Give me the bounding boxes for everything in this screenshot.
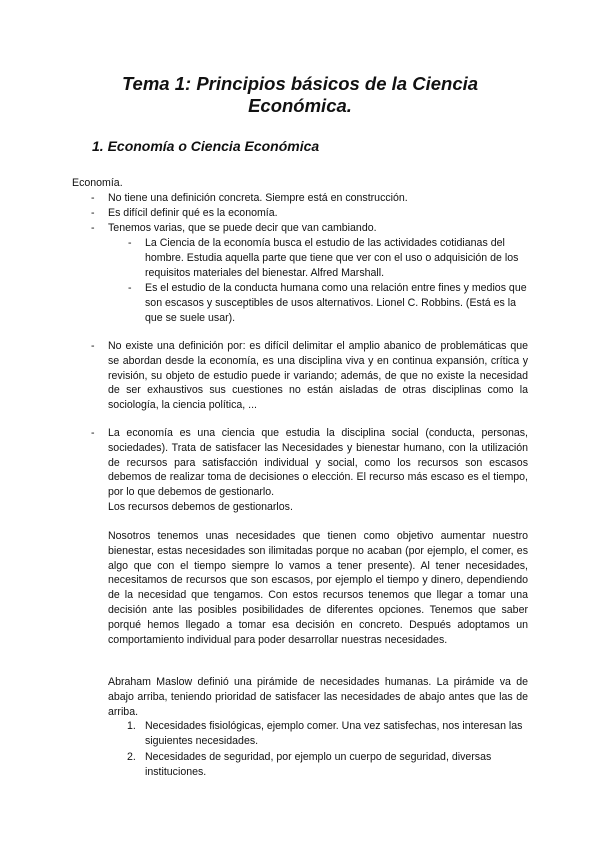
bullet-dash: - <box>91 207 95 219</box>
section-heading: 1. Economía o Ciencia Económica <box>92 138 320 154</box>
paragraph-maslow: Abraham Maslow definió una pirámide de necesidades humanas. La pirámide va de abajo arriba, teniendo prioridad de satisfacer las necesidades de abajo antes que las de arriba. <box>108 676 528 718</box>
paragraph-ciencia-last: Los recursos debemos de gestionarlos. <box>108 501 293 513</box>
paragraph-nosotros: Nosotros tenemos unas necesidades que tienen como objetivo aumentar nuestro bienestar, estas necesidades son ilimitadas porque no acaban (por ejemplo, el comer, es algo que con el tiempo siempre lo vamos a tener presente). Al tener necesidades, necesitamos de recursos que son escasos, por ejemplo el tiempo y dinero, dependiendo de la necesidad que tengamos. Con estos recursos tenemos que llegar a tomar una decisión ante las posibles posibilidades de diferentes opciones. Tenemos que saber porqué hemos llegado a tomar esa decisión en concreto. Después adoptamos un comportamiento individual para poder desarrollar nuestras necesidades. <box>108 530 528 646</box>
bullet-item: Tenemos varias, que se puede decir que van cambiando. <box>108 222 377 234</box>
paragraph-no-existe: No existe una definición por: es difícil delimitar el amplio abanico de problemáticas que se abordan desde la economía, es una disciplina viva y en continua expansión, crítica y revisión, su objeto de estudio puede ir variando; además, de que no existe la necesidad de ser exhaustivos sus cuestiones no están aisladas de otras disciplinas como la sociología, la ciencia política, ... <box>108 340 528 412</box>
bullet-item: No tiene una definición concreta. Siempre está en construcción. <box>108 192 408 204</box>
bullet-dash: - <box>91 222 95 234</box>
sub-bullet-dash: - <box>128 237 132 249</box>
numbered-item-number: 1. <box>127 720 136 732</box>
document-title <box>60 73 540 117</box>
label-economia: Economía. <box>72 177 123 189</box>
bullet-dash: - <box>91 427 95 439</box>
numbered-item: Necesidades de seguridad, por ejemplo un cuerpo de seguridad, diversas instituciones. <box>145 751 492 778</box>
bullet-dash: - <box>91 192 95 204</box>
bullet-dash: - <box>91 340 95 352</box>
numbered-item-number: 2. <box>127 751 136 763</box>
sub-bullet-dash: - <box>128 282 132 294</box>
numbered-item: Necesidades fisiológicas, ejemplo comer. Una vez satisfechas, nos interesan las siguientes necesidades. <box>145 720 523 747</box>
sub-bullet-item: La Ciencia de la economía busca el estudio de las actividades cotidianas del hombre. Estudia aquella parte que tiene que ver con el uso o adquisición de los requisitos materiales del bienestar. Alfred Marshall. <box>145 237 519 279</box>
bullet-item: Es difícil definir qué es la economía. <box>108 207 278 219</box>
sub-bullet-item: Es el estudio de la conducta humana como una relación entre fines y medios que son escasos y susceptibles de usos alternativos. Lionel C. Robbins. (Está es la que se suele usar). <box>145 282 527 324</box>
title-prefix: Tema 1 <box>121 73 186 94</box>
paragraph-ciencia: La economía es una ciencia que estudia la disciplina social (conducta, personas, sociedades). Trata de satisfacer las Necesidades y bienestar humano, con la utilización de recursos para satisfacción individual y social, como los recursos son escasos debemos de realizar toma de decisiones o elección. El recurso más escaso es el tiempo, por lo que debemos de gestionarlo. <box>108 427 528 499</box>
title-line2: Económica. <box>248 95 352 116</box>
title-line1-rest: : Principios básicos de la Ciencia <box>185 73 479 94</box>
